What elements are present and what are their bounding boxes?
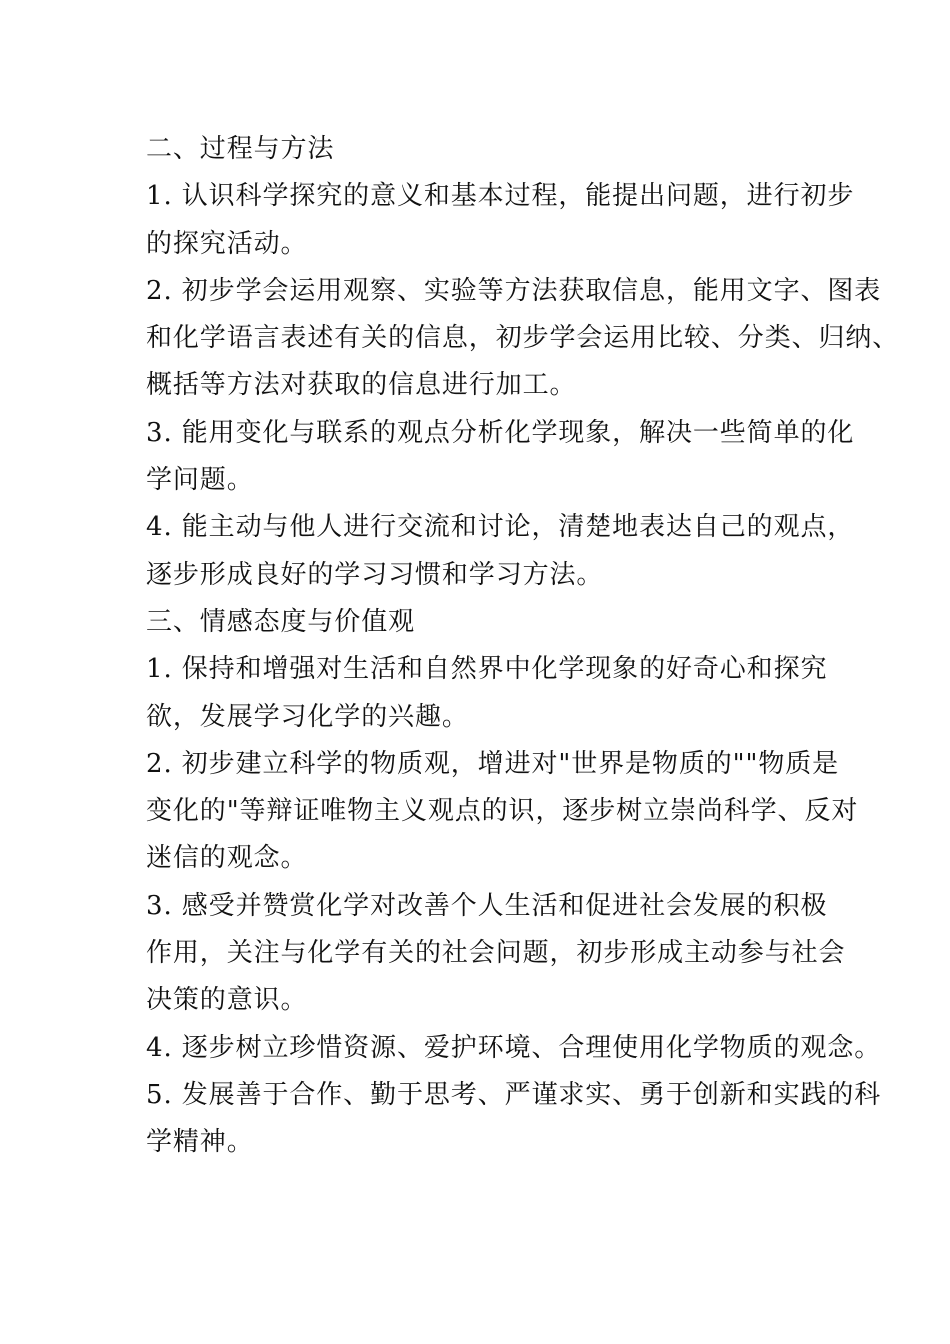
section-heading-emotion-values: 三、情感态度与价值观 (146, 606, 416, 637)
paragraph-line: 和化学语言表述有关的信息，初步学会运用比较、分类、归纳、 (146, 323, 900, 354)
paragraph-line: 4. 逐步树立珍惜资源、爱护环境、合理使用化学物质的观念。 (146, 1032, 882, 1063)
paragraph-line: 概括等方法对获取的信息进行加工。 (146, 370, 577, 401)
paragraph-line: 4. 能主动与他人进行交流和讨论，清楚地表达自己的观点， (146, 512, 855, 543)
paragraph-line: 决策的意识。 (146, 985, 308, 1016)
paragraph-line: 学问题。 (146, 465, 254, 496)
paragraph-line: 学精神。 (146, 1127, 254, 1158)
paragraph-line: 2. 初步学会运用观察、实验等方法获取信息，能用文字、图表 (146, 275, 882, 306)
paragraph-line: 3. 能用变化与联系的观点分析化学现象，解决一些简单的化 (146, 417, 855, 448)
paragraph-line: 作用，关注与化学有关的社会问题，初步形成主动参与社会 (146, 938, 846, 969)
paragraph-line: 变化的"等辩证唯物主义观点的识，逐步树立崇尚科学、反对 (146, 796, 859, 827)
paragraph-line: 迷信的观念。 (146, 843, 308, 874)
section-heading-process-methods: 二、过程与方法 (146, 134, 335, 164)
paragraph-line: 欲，发展学习化学的兴趣。 (146, 701, 469, 732)
paragraph-line: 1. 认识科学探究的意义和基本过程，能提出问题，进行初步 (146, 181, 855, 212)
paragraph-line: 逐步形成良好的学习习惯和学习方法。 (146, 559, 604, 590)
document-body (146, 126, 900, 1167)
paragraph-line: 的探究活动。 (146, 228, 308, 259)
paragraph-line: 5. 发展善于合作、勤于思考、严谨求实、勇于创新和实践的科 (146, 1079, 882, 1110)
paragraph-line: 2. 初步建立科学的物质观，增进对"世界是物质的""物质是 (146, 748, 840, 779)
paragraph-line: 3. 感受并赞赏化学对改善个人生活和促进社会发展的积极 (146, 890, 828, 921)
paragraph-line: 1. 保持和增强对生活和自然界中化学现象的好奇心和探究 (146, 654, 828, 685)
